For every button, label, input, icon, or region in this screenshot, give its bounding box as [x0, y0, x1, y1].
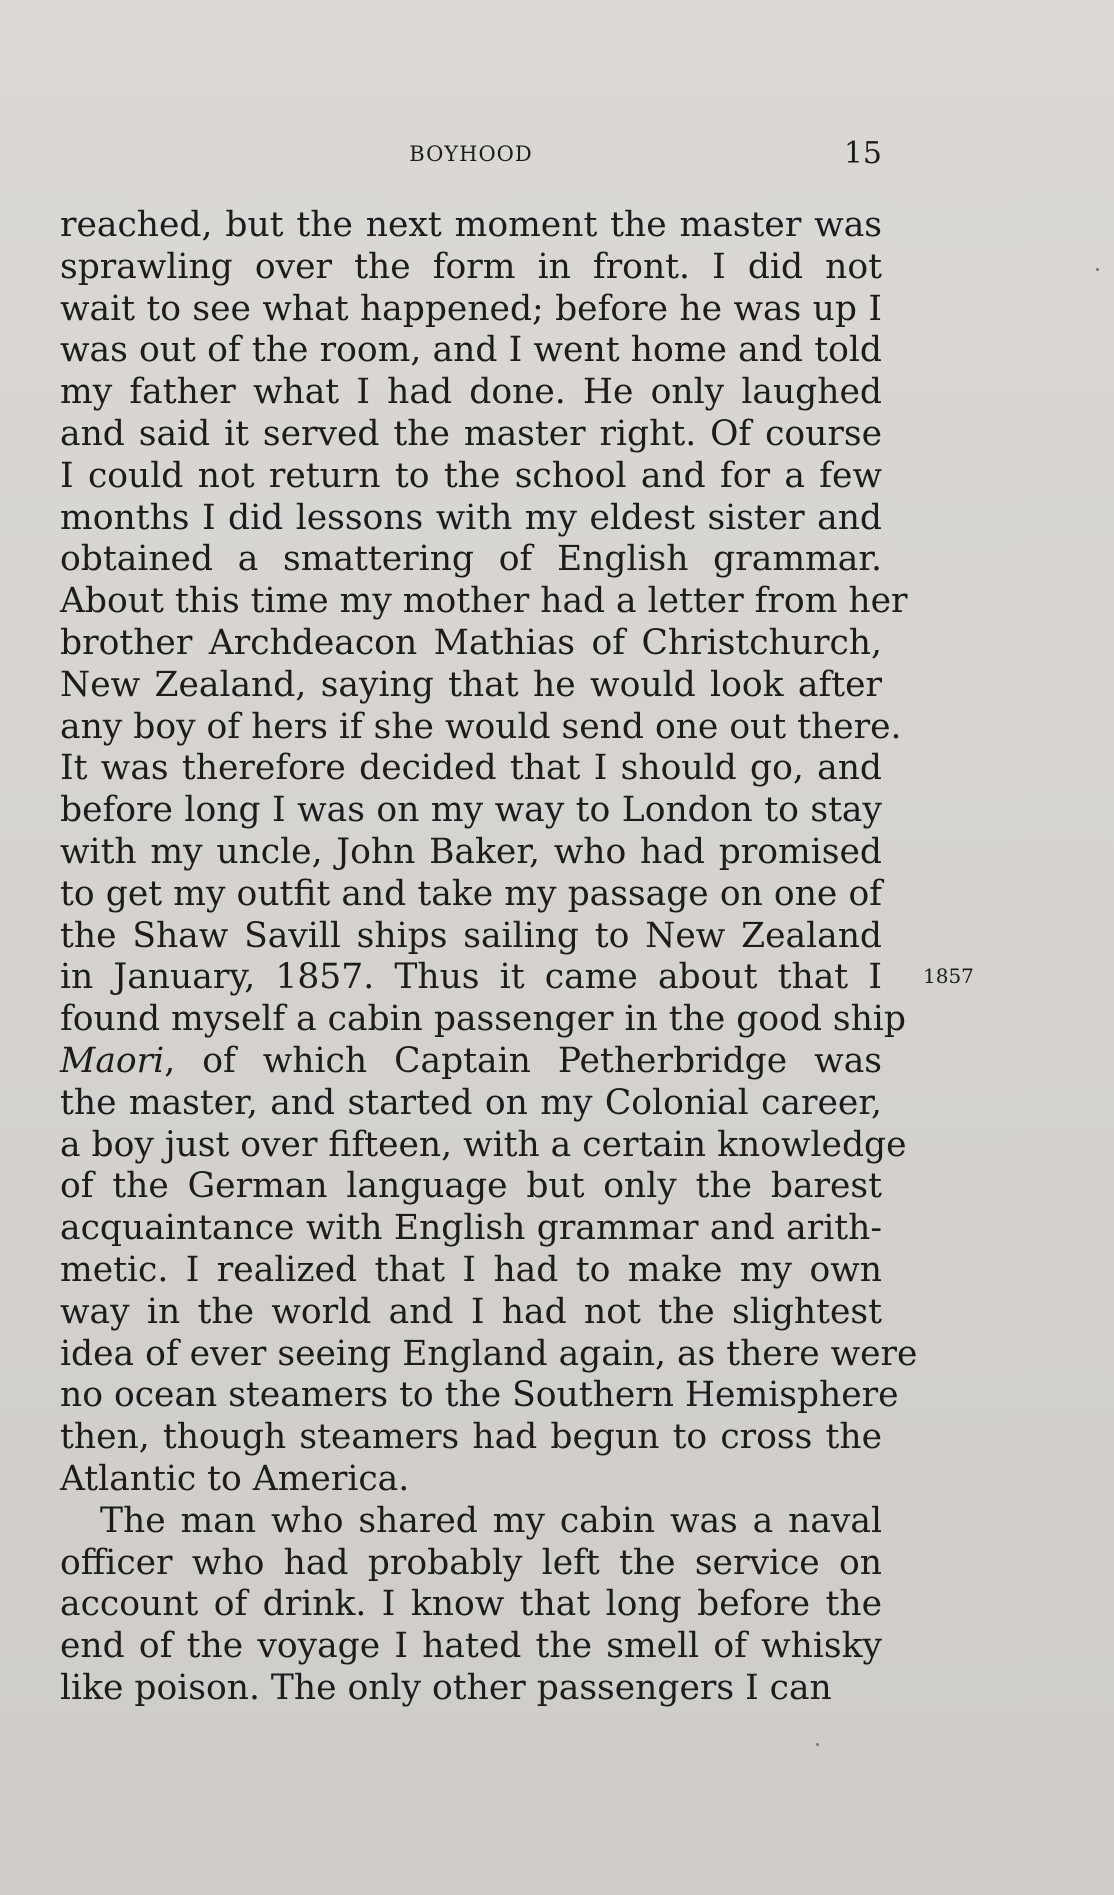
- text-line: then, though steamers had begun to cross the: [60, 1417, 882, 1458]
- text-line: brother Archdeacon Mathias of Christchurch,: [60, 622, 882, 663]
- text-line: About this time my mother had a letter from her: [60, 581, 908, 622]
- text-line: I could not return to the school and for a few: [60, 455, 882, 496]
- text-line: my father what I had done. He only laughed: [60, 372, 882, 413]
- text-line: metic. I realized that I had to make my own: [60, 1249, 882, 1290]
- text-line: in January, 1857. Thus it came about that I: [60, 957, 882, 998]
- text-line: found myself a cabin passenger in the good ship: [60, 999, 906, 1040]
- text-line: to get my outfit and take my passage on one of: [60, 873, 882, 914]
- text-line: with my uncle, John Baker, who had promised: [60, 831, 882, 872]
- text-line: obtained a smattering of English grammar.: [60, 539, 882, 580]
- text-line: reached, but the next moment the master was: [60, 205, 882, 245]
- text-line: was out of the room, and I went home and told: [60, 330, 882, 371]
- text-line: no ocean steamers to the Southern Hemisphere: [60, 1375, 899, 1416]
- text-line: months I did lessons with my eldest sister and: [60, 497, 882, 538]
- text-line: and said it served the master right. Of course: [60, 413, 882, 454]
- text-line: a boy just over fifteen, with a certain knowledge: [60, 1124, 907, 1165]
- text-line: New Zealand, saying that he would look after: [60, 664, 882, 705]
- text-line: of the German language but only the barest: [60, 1166, 882, 1207]
- text-line: The man who shared my cabin was a naval: [100, 1500, 882, 1541]
- page-number: 15: [843, 136, 882, 171]
- text-line: any boy of hers if she would send one out there.: [60, 706, 902, 747]
- text-line: the Shaw Savill ships sailing to New Zealand: [60, 915, 882, 956]
- text-line: account of drink. I know that long before the: [60, 1584, 882, 1625]
- text-line: Maori, of which Captain Petherbridge was: [60, 1040, 882, 1081]
- text-line: It was therefore decided that I should go, and: [60, 748, 882, 789]
- text-line: the master, and started on my Colonial career,: [60, 1082, 882, 1123]
- text-line: Atlantic to America.: [60, 1458, 410, 1499]
- text-line: end of the voyage I hated the smell of whisky: [60, 1626, 882, 1667]
- text-line: like poison. The only other passengers I can: [60, 1667, 832, 1708]
- text-line: sprawling over the form in front. I did not: [60, 246, 882, 287]
- running-title: BOYHOOD: [409, 142, 533, 166]
- text-line: before long I was on my way to London to stay: [60, 790, 882, 831]
- text-line: officer who had probably left the service on: [60, 1542, 882, 1583]
- text-line: idea of ever seeing England again, as there were: [60, 1333, 918, 1374]
- text-line: way in the world and I had not the slightest: [60, 1291, 882, 1332]
- text-line: wait to see what happened; before he was up I: [60, 288, 882, 329]
- margin-note-year: 1857: [923, 964, 974, 988]
- text-line: acquaintance with English grammar and arith-: [60, 1208, 882, 1249]
- paper-speck: [816, 1743, 819, 1746]
- body-text: [60, 205, 918, 1710]
- running-head: [60, 136, 882, 172]
- paper-speck: [1096, 268, 1099, 271]
